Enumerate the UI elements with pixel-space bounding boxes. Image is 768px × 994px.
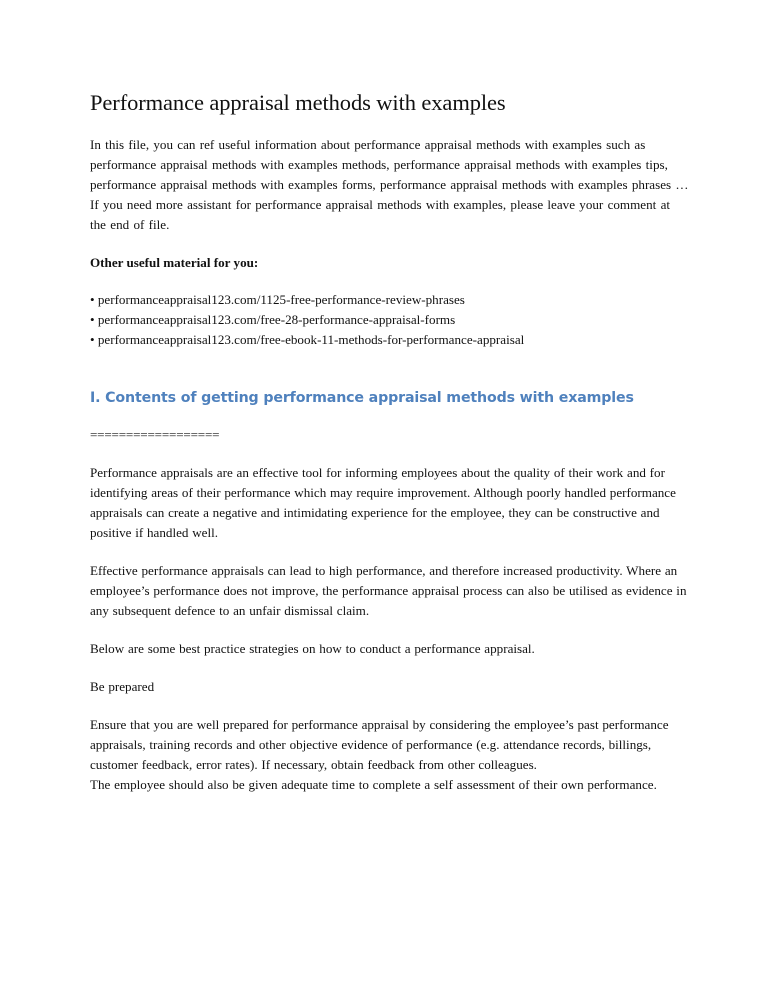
document-title: Performance appraisal methods with examples: [90, 90, 506, 115]
body-paragraph: Below are some best practice strategies on how to conduct a performance appraisal.: [90, 641, 535, 656]
useful-link-item: • performanceappraisal123.com/free-28-performance-appraisal-forms: [90, 312, 456, 327]
document-body: [90, 88, 690, 795]
body-paragraph: Ensure that you are well prepared for performance appraisal by considering the employee’s past performance appraisals, training records and other objective evidence of performance (e.g. attendance records, billings, customer feedback, error rates). If necessary, obtain feedback from other colleagues.: [90, 717, 669, 772]
body-paragraph: Effective performance appraisals can lead to high performance, and therefore increased productivity. Where an employee’s performance does not improve, the performance appraisal process can also be utilised as evidence in any subsequent defence to an unfair dismissal claim.: [90, 563, 687, 618]
useful-links-list: [90, 290, 690, 350]
separator-line: ==================: [90, 427, 220, 442]
section-heading: I. Contents of getting performance appraisal methods with examples: [90, 390, 634, 406]
subheading-be-prepared: Be prepared: [90, 679, 155, 694]
useful-link-item: • performanceappraisal123.com/free-ebook-11-methods-for-performance-appraisal: [90, 332, 525, 347]
intro-paragraph: In this file, you can ref useful information about performance appraisal methods with examples such as performance appraisal methods with examples methods, performance appraisal methods with examples tips, performance appraisal methods with examples forms, performance appraisal methods with examples phrases … If you need more assistant for performance appraisal methods with examples, please leave your comment at the end of file.: [90, 137, 689, 232]
body-paragraph: Performance appraisals are an effective tool for informing employees about the quality of their work and for identifying areas of their performance which may require improvement. Although poorly handled performance appraisals can create a negative and intimidating experience for the employee, they can be constructive and positive if handled well.: [90, 465, 676, 540]
useful-link-item: • performanceappraisal123.com/1125-free-performance-review-phrases: [90, 292, 465, 307]
body-paragraph: The employee should also be given adequate time to complete a self assessment of their own performance.: [90, 777, 657, 792]
other-material-heading: Other useful material for you:: [90, 255, 259, 270]
